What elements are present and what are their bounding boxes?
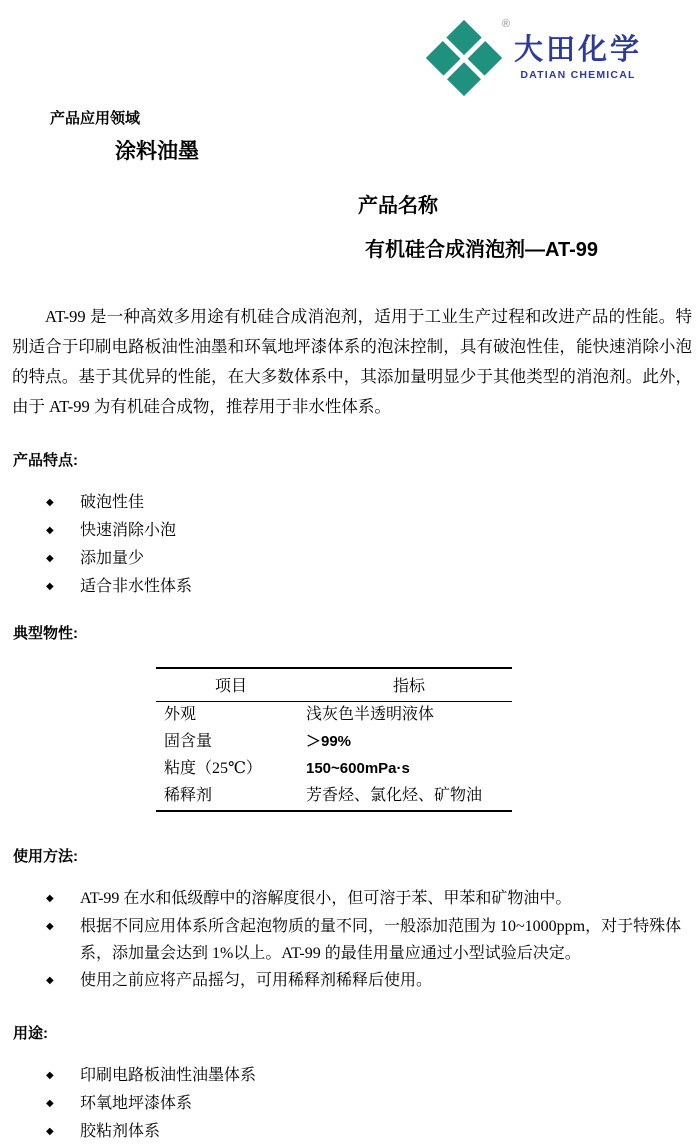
feature-item bbox=[46, 489, 690, 517]
application-field-value: 涂料油墨 bbox=[115, 140, 199, 163]
feature-item-label: 破泡性佳 bbox=[80, 494, 145, 511]
features-heading: 产品特点: bbox=[13, 452, 78, 469]
application-item-label: 胶粘剂体系 bbox=[80, 1123, 161, 1140]
feature-item bbox=[46, 517, 690, 545]
logo bbox=[424, 18, 642, 98]
property-value-cell: 芳香烃、氯化烃、矿物油 bbox=[306, 787, 483, 804]
feature-item-label: 添加量少 bbox=[80, 550, 145, 567]
usage-item-text: 使用之前应将产品摇匀，可用稀释剂稀释后使用。 bbox=[80, 972, 433, 989]
diamond-bullet-icon: ◆ bbox=[46, 581, 54, 592]
application-item-label: 印刷电路板油性油墨体系 bbox=[80, 1067, 257, 1084]
property-name-cell: 固含量 bbox=[164, 733, 213, 750]
diamond-bullet-icon: ◆ bbox=[46, 553, 54, 564]
application-item bbox=[46, 1118, 690, 1146]
application-field-heading: 产品应用领域 bbox=[50, 110, 141, 127]
diamond-bullet-icon: ◆ bbox=[46, 525, 54, 536]
diamond-bullet-icon: ◆ bbox=[46, 1098, 54, 1109]
applications-heading: 用途: bbox=[13, 1025, 48, 1042]
usage-item bbox=[46, 913, 690, 967]
table-row bbox=[156, 729, 512, 756]
table-row bbox=[156, 756, 512, 783]
diamond-bullet-icon: ◆ bbox=[46, 497, 54, 508]
property-value-cell: 150~600mPa·s bbox=[306, 760, 410, 777]
usage-item-text: 根据不同应用体系所含起泡物质的量不同，一般添加范围为 10~1000ppm，对于特殊体系，添加量会达到 1%以上。AT-99 的最佳用量应通过小型试验后决定。 bbox=[80, 918, 682, 962]
column-header-spec: 指标 bbox=[306, 668, 512, 702]
application-item bbox=[46, 1062, 690, 1090]
product-name: 有机硅合成消泡剂—AT-99 bbox=[365, 239, 598, 261]
table-row bbox=[156, 702, 512, 730]
usage-list bbox=[0, 885, 700, 995]
feature-item-label: 适合非水性体系 bbox=[80, 578, 193, 595]
properties-table bbox=[156, 667, 512, 812]
property-name-cell: 粘度（25℃） bbox=[164, 760, 262, 777]
product-name-heading: 产品名称 bbox=[358, 195, 438, 217]
table-header-row bbox=[156, 668, 512, 702]
diamond-bullet-icon: ◆ bbox=[46, 921, 54, 932]
feature-item bbox=[46, 573, 690, 601]
logo-diamond-icon bbox=[424, 18, 510, 98]
property-name-cell: 外观 bbox=[164, 706, 197, 723]
diamond-bullet-icon: ◆ bbox=[46, 975, 54, 986]
property-value-cell: 浅灰色半透明液体 bbox=[306, 706, 435, 723]
feature-item bbox=[46, 545, 690, 573]
registered-trademark-icon: ® bbox=[501, 18, 510, 30]
diamond-bullet-icon: ◆ bbox=[46, 1070, 54, 1081]
feature-item-label: 快速消除小泡 bbox=[80, 522, 177, 539]
table-row bbox=[156, 783, 512, 811]
usage-item-text: AT-99 在水和低级醇中的溶解度很小，但可溶于苯、甲苯和矿物油中。 bbox=[80, 890, 572, 907]
brand-name-chinese: 大田化学 bbox=[513, 34, 642, 66]
diamond-icon bbox=[426, 20, 502, 96]
diamond-bullet-icon: ◆ bbox=[46, 893, 54, 904]
brand-name-english: DATIAN CHEMICAL bbox=[520, 69, 636, 81]
usage-heading: 使用方法: bbox=[13, 848, 78, 865]
usage-item bbox=[46, 885, 690, 913]
property-name-cell: 稀释剂 bbox=[164, 787, 213, 804]
diamond-bullet-icon: ◆ bbox=[46, 1126, 54, 1137]
applications-list bbox=[0, 1062, 700, 1146]
application-item-label: 环氧地坪漆体系 bbox=[80, 1095, 193, 1112]
intro-paragraph: AT-99 是一种高效多用途有机硅合成消泡剂，适用于工业生产过程和改进产品的性能。特别适合于印刷电路板油性油墨和环氧地坪漆体系的泡沫控制，具有破泡性佳，能快速消除小泡的特点。基于其优异的性能，在大多数体系中，其添加量明显少于其他类型的消泡剂。此外，由于 AT-99 为有机硅合成物，推荐用于非水性体系。 bbox=[12, 307, 692, 416]
property-value-cell: ＞99% bbox=[306, 733, 352, 750]
logo-text bbox=[514, 18, 642, 81]
column-header-item: 项目 bbox=[156, 668, 306, 702]
application-item bbox=[46, 1090, 690, 1118]
features-list bbox=[0, 489, 700, 601]
typical-properties-heading: 典型物性: bbox=[13, 625, 78, 642]
usage-item bbox=[46, 967, 690, 995]
